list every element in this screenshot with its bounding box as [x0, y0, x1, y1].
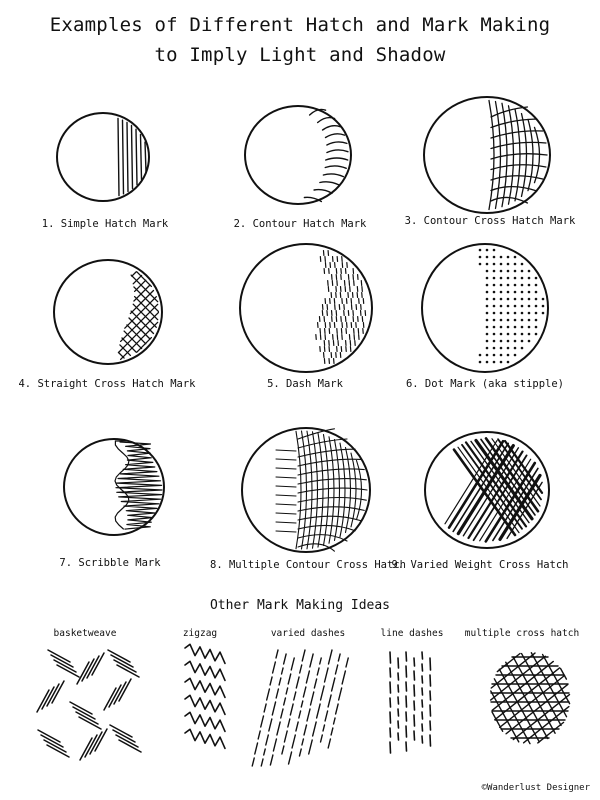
caption-5: 5. Dash Mark [267, 378, 343, 390]
caption-1: 1. Simple Hatch Mark [41, 218, 169, 230]
sphere-dot-mark [422, 244, 548, 372]
sphere-straight-cross-hatch [54, 260, 162, 364]
title-line-1: Examples of Different Hatch and Mark Making [49, 14, 551, 36]
sphere-scribble-mark [64, 439, 164, 535]
swatch-zigzag [185, 644, 225, 748]
caption-7: 7. Scribble Mark [59, 557, 161, 569]
swatch-line-dashes [390, 652, 431, 753]
caption-9: 9. Varied Weight Cross Hatch [391, 559, 569, 571]
idea-label-basketweave: basketweave [53, 628, 117, 639]
sphere-multiple-contour-cross-hatch [242, 428, 370, 552]
swatch-basketweave [37, 650, 141, 760]
credit-text: ©Wanderlust Designer [481, 783, 590, 793]
swatch-varied-dashes [252, 650, 348, 766]
idea-label-zigzag: zigzag [182, 628, 218, 639]
caption-2: 2. Contour Hatch Mark [233, 218, 367, 230]
caption-3: 3. Contour Cross Hatch Mark [404, 215, 576, 227]
sphere-contour-hatch [245, 106, 351, 204]
idea-label-line-dashes: line dashes [380, 628, 444, 639]
swatch-multiple-cross-hatch [491, 653, 570, 744]
sphere-contour-cross-hatch [424, 97, 550, 213]
caption-4: 4. Straight Cross Hatch Mark [18, 378, 196, 390]
caption-8: 8. Multiple Contour Cross Hatch [210, 559, 406, 571]
sphere-dash-mark [240, 244, 372, 372]
other-ideas-heading: Other Mark Making Ideas [209, 598, 390, 613]
idea-label-multiple-cross-hatch: multiple cross hatch [464, 628, 580, 639]
sphere-varied-weight-cross-hatch [425, 432, 549, 548]
idea-label-varied-dashes: varied dashes [270, 628, 346, 639]
title-line-2: to Imply Light and Shadow [154, 44, 446, 66]
sphere-simple-hatch [57, 113, 149, 201]
caption-6: 6. Dot Mark (aka stipple) [405, 378, 565, 390]
